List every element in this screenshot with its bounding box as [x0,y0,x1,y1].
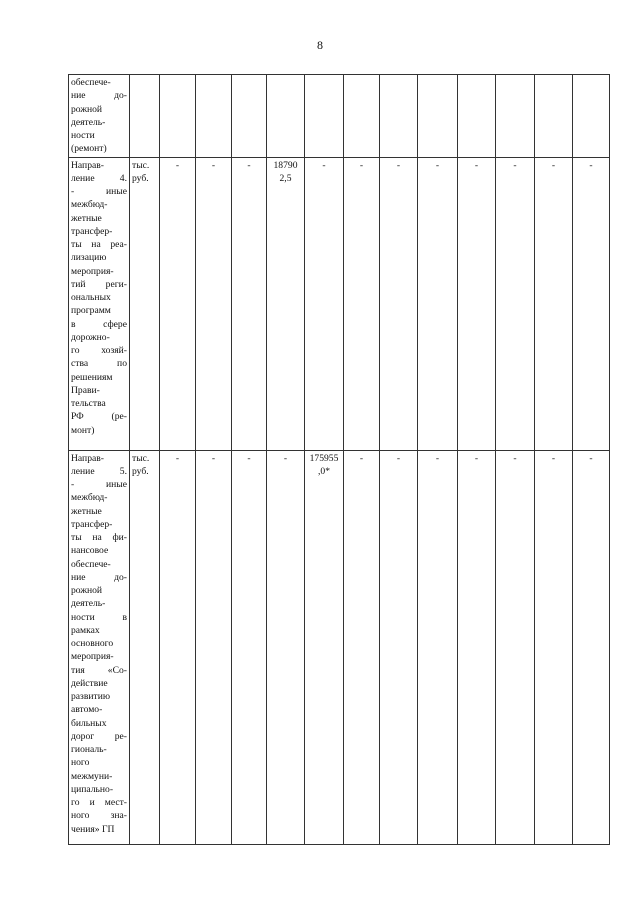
value-cell [380,157,418,450]
value-text: - [474,159,479,171]
unit-line: тыс. [132,159,150,171]
row-name-line: тия «Со- [71,664,127,676]
row-name-line: го хозяй- [71,345,127,356]
row-name-line: решениям [71,371,113,383]
value-cell [267,157,305,450]
row-name-line: ние до- [71,90,127,102]
value-text: - [211,452,216,464]
value-cell [305,450,344,844]
row-name-line: ты на реа- [71,239,127,250]
value-text: - [551,159,556,171]
row-name-line: программ [71,305,111,317]
row-name-line: жетные [71,505,102,517]
value-text [346,76,377,89]
row-name-line: в сфере [71,318,127,330]
value-text: - [359,452,364,464]
row-name-line: - иные [71,479,127,490]
table-row [69,75,610,158]
value-cell [344,75,380,158]
value-text [269,76,302,89]
value-text: 18790 [273,159,298,171]
value-cell [418,75,458,158]
value-text: - [589,159,593,171]
value-cell [160,450,196,844]
value-cell [160,75,196,158]
row-name-line: ного зна- [71,810,127,822]
row-name-line: развитию [71,691,111,702]
row-name-line: автомо- [71,704,103,716]
value-cell [573,450,610,844]
value-cell [418,157,458,450]
value-cell [196,157,232,450]
value-text: - [551,452,556,464]
value-text: 2,5 [279,172,292,184]
row-name-line: Направ- [71,159,104,171]
value-cell [344,157,380,450]
row-name-line: основного [71,638,114,649]
value-cell [232,450,267,844]
value-cell [535,450,573,844]
row-name-line: ного [71,757,90,769]
value-cell [305,157,344,450]
value-cell [535,157,573,450]
row-name-line: ципально- [71,783,114,795]
row-name-line: гиональ- [71,744,107,755]
value-text [234,76,264,89]
row-name-line: ление 4. [71,172,127,184]
row-name-line: действие [71,677,108,689]
unit-cell [130,75,160,158]
value-cell [267,75,305,158]
value-text [198,76,229,89]
value-text [498,76,532,89]
row-name-line: обеспече- [71,77,111,88]
value-cell [458,75,496,158]
row-name-line: тий реги- [71,278,127,290]
row-name-line: монт) [71,424,95,436]
row-name-line: межмуни- [71,770,113,782]
value-text: ,0* [318,465,330,477]
value-text: - [513,159,517,171]
value-text: - [513,452,517,464]
value-text: - [589,452,593,464]
value-text: - [211,159,216,171]
value-cell [496,157,535,450]
row-name-line: рамках [71,624,100,636]
value-cell [418,450,458,844]
row-name-line: РФ (ре- [71,411,127,423]
row-name-line: ности [71,130,95,141]
row-name-line: - иные [71,186,127,197]
row-name-line: межбюд- [71,199,108,211]
row-name-line: тельства [71,398,106,409]
row-name-cell [69,75,130,158]
value-text [420,76,455,89]
row-name-line: ние до- [71,571,127,583]
value-text: - [435,159,440,171]
row-name-line: деятель- [71,116,106,128]
page-number: 8 [317,38,323,52]
row-name-line: рожной [71,585,103,596]
row-name-line: нансовое [71,545,109,557]
value-text: - [359,159,364,171]
value-cell [196,75,232,158]
row-name-line: бильных [71,717,107,729]
row-name-line: деятель- [71,598,106,610]
value-text: - [474,452,479,464]
value-cell [573,75,610,158]
row-name-line: (ремонт) [71,143,107,155]
value-text: 175955 [309,452,339,464]
row-name-line: мероприя- [71,265,114,277]
value-text: - [396,159,401,171]
value-text: - [322,159,326,171]
unit-line: руб. [132,465,149,477]
value-cell [344,450,380,844]
value-text [162,76,193,89]
value-text: - [175,452,180,464]
row-name-line: Прави- [71,384,100,396]
row-name-line: рожной [71,103,103,115]
value-cell [458,450,496,844]
row-name-line: Направ- [71,452,104,464]
value-cell [535,75,573,158]
unit-cell [130,157,160,450]
value-cell [196,450,232,844]
value-cell [380,450,418,844]
value-text: - [435,452,440,464]
row-name-line: чения» ГП [71,823,115,835]
row-name-line: дорожно- [71,331,110,343]
value-cell [267,450,305,844]
value-text [460,76,493,89]
value-cell [496,75,535,158]
value-cell [496,450,535,844]
value-text: - [283,452,288,464]
table-row [69,157,610,450]
row-name-line: ление 5. [71,465,127,477]
row-name-line: межбюд- [71,492,108,504]
value-text [307,76,341,89]
value-cell [380,75,418,158]
value-text: - [247,159,251,171]
value-text: - [175,159,180,171]
row-name-line: го и мест- [71,797,127,808]
value-cell [232,157,267,450]
value-cell [232,75,267,158]
row-name-line: трансфер- [71,518,113,530]
row-name-line: ональных [71,292,111,303]
unit-line: тыс. [132,452,150,464]
row-name-line: мероприя- [71,651,114,663]
value-text [575,76,607,89]
row-name-line: ства по [71,358,127,370]
value-text [537,76,570,89]
row-name-line: лизацию [71,252,107,264]
value-text [382,76,415,89]
budget-table [68,74,610,845]
row-name-line: дорог ре- [71,730,127,742]
row-name-line: трансфер- [71,225,113,237]
value-cell [305,75,344,158]
value-cell [160,157,196,450]
row-name-line: ности в [71,611,127,623]
row-name-line: обеспече- [71,558,111,570]
value-text: - [247,452,251,464]
unit-line: руб. [132,172,149,184]
unit-cell [130,450,160,844]
value-cell [458,157,496,450]
row-name-cell [69,157,130,450]
row-name-line: ты на фи- [71,532,127,543]
table-row [69,450,610,844]
row-name-line: жетные [71,212,102,224]
row-name-cell [69,450,130,844]
value-cell [573,157,610,450]
value-text: - [396,452,401,464]
